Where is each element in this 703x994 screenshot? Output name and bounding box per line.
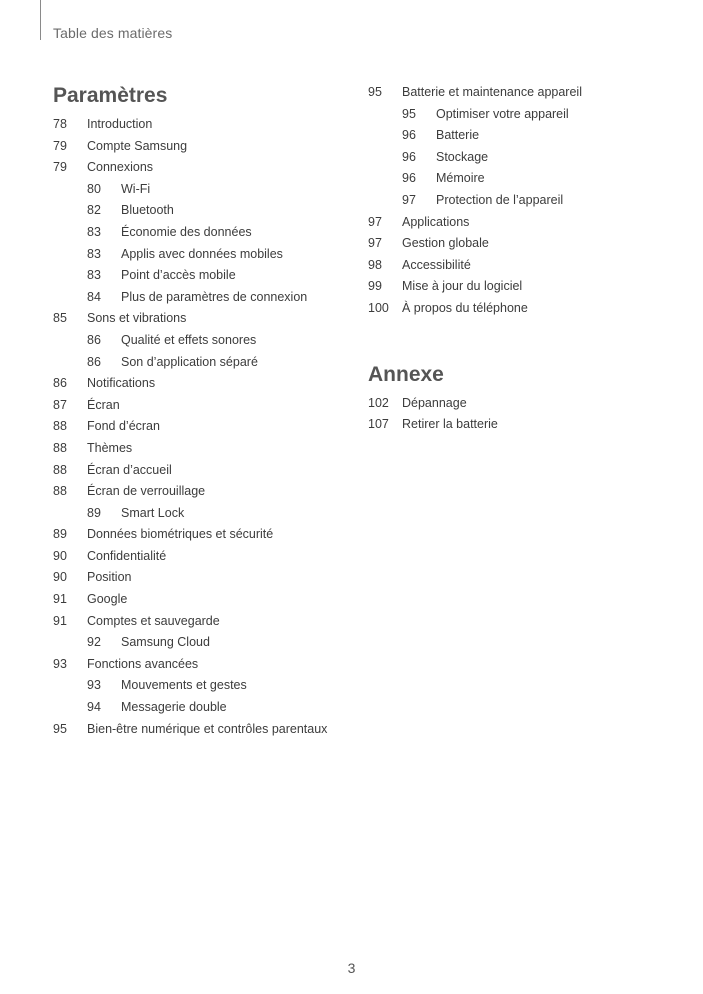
toc-page-number: 88	[53, 419, 67, 434]
toc-entry-label: Point d’accès mobile	[121, 268, 236, 283]
toc-page-number: 94	[87, 700, 101, 715]
toc-entry-label: Samsung Cloud	[121, 635, 210, 650]
toc-page-number: 86	[53, 376, 67, 391]
toc-entry-label: Bien-être numérique et contrôles parentaux	[87, 721, 328, 736]
toc-page-number: 95	[402, 106, 416, 121]
toc-page-number: 78	[53, 117, 67, 131]
toc-page-number: 88	[53, 440, 67, 455]
toc-entry-label: Thèmes	[87, 440, 133, 455]
toc-page-number: 96	[402, 149, 416, 164]
toc-page-number: 98	[368, 257, 382, 272]
toc-entry[interactable]	[53, 654, 353, 676]
toc-list-parametres	[53, 114, 353, 740]
toc-entry[interactable]	[53, 438, 353, 460]
toc-entry-label: Wi-Fi	[121, 181, 151, 196]
toc-entry-label: Mouvements et gestes	[121, 678, 247, 693]
toc-page-number: 93	[53, 656, 67, 671]
toc-entry-label: Optimiser votre appareil	[436, 106, 569, 121]
toc-entry-label: Google	[87, 592, 128, 607]
toc-page-number: 86	[87, 332, 101, 347]
toc-entry[interactable]	[53, 567, 353, 589]
toc-entry-label: Stockage	[436, 149, 489, 164]
toc-subentry[interactable]	[53, 503, 353, 525]
toc-entry-label: Mise à jour du logiciel	[402, 279, 523, 294]
toc-subentry[interactable]	[53, 697, 353, 719]
toc-entry[interactable]	[53, 460, 353, 482]
toc-page-number: 95	[368, 85, 382, 99]
toc-entry-label: Gestion globale	[402, 236, 489, 251]
toc-subentry[interactable]	[368, 125, 668, 147]
toc-entry-label: Compte Samsung	[87, 138, 188, 153]
toc-entry[interactable]	[53, 395, 353, 417]
toc-entry-label: Fond d’écran	[87, 419, 160, 434]
toc-subentry[interactable]	[53, 179, 353, 201]
toc-entry[interactable]	[368, 298, 668, 320]
toc-right-column	[368, 82, 668, 436]
toc-entry-label: Introduction	[87, 117, 153, 131]
toc-entry-label: Écran	[87, 397, 120, 412]
toc-subentry[interactable]	[53, 222, 353, 244]
toc-entry-label: Batterie	[436, 128, 480, 143]
toc-subentry[interactable]	[53, 244, 353, 266]
toc-entry[interactable]	[53, 546, 353, 568]
toc-entry-label: Smart Lock	[121, 505, 185, 520]
toc-page-number: 79	[53, 160, 67, 175]
toc-subentry[interactable]	[53, 265, 353, 287]
header-divider	[40, 0, 41, 40]
toc-entry-label: Écran de verrouillage	[87, 484, 206, 499]
toc-page-number: 83	[87, 224, 101, 239]
toc-entry-label: Dépannage	[402, 395, 467, 410]
toc-subentry[interactable]	[368, 104, 668, 126]
toc-entry-label: Plus de paramètres de connexion	[121, 289, 308, 304]
toc-page-number: 97	[368, 214, 382, 229]
toc-page-number: 96	[402, 128, 416, 143]
toc-page-number: 92	[87, 635, 101, 650]
toc-entry[interactable]	[368, 255, 668, 277]
toc-subentry[interactable]	[368, 190, 668, 212]
toc-page-number: 88	[53, 462, 67, 477]
toc-subentry[interactable]	[53, 330, 353, 352]
toc-page-number: 79	[53, 138, 67, 153]
toc-page-number: 87	[53, 397, 67, 412]
toc-page-number: 95	[53, 721, 67, 736]
toc-entry-label: Bluetooth	[121, 203, 174, 218]
toc-page-number: 89	[87, 505, 101, 520]
toc-page-number: 100	[368, 300, 389, 315]
toc-subentry[interactable]	[368, 147, 668, 169]
toc-entry[interactable]	[53, 114, 353, 136]
toc-page-number: 97	[368, 236, 382, 251]
toc-page-number: 84	[87, 289, 101, 304]
page-header-title: Table des matières	[53, 25, 173, 41]
toc-entry[interactable]	[53, 611, 353, 633]
toc-entry[interactable]	[53, 481, 353, 503]
toc-entry-label: À propos du téléphone	[402, 300, 528, 315]
toc-entry-label: Protection de l’appareil	[436, 192, 564, 207]
toc-entry-label: Confidentialité	[87, 548, 167, 563]
toc-entry[interactable]	[53, 136, 353, 158]
toc-entry[interactable]	[53, 589, 353, 611]
toc-page-number: 90	[53, 570, 67, 585]
toc-entry[interactable]	[368, 233, 668, 255]
toc-page-number: 82	[87, 203, 101, 218]
toc-page-number: 83	[87, 246, 101, 261]
toc-entry-label: Sons et vibrations	[87, 311, 187, 326]
toc-entry-label: Son d’application séparé	[121, 354, 258, 369]
toc-page-number: 102	[368, 395, 389, 410]
toc-page-number: 93	[87, 678, 101, 693]
toc-entry[interactable]	[53, 524, 353, 546]
toc-entry-label: Mémoire	[436, 171, 485, 186]
toc-entry-label: Comptes et sauvegarde	[87, 613, 220, 628]
toc-entry-label: Fonctions avancées	[87, 656, 199, 671]
toc-entry-label: Batterie et maintenance appareil	[402, 85, 582, 99]
toc-page-number: 85	[53, 311, 67, 326]
toc-entry[interactable]	[53, 719, 353, 741]
toc-entry-label: Position	[87, 570, 132, 585]
toc-page-number: 90	[53, 548, 67, 563]
toc-entry-label: Accessibilité	[402, 257, 471, 272]
toc-page-number: 86	[87, 354, 101, 369]
toc-entry[interactable]	[368, 82, 668, 104]
toc-subentry[interactable]	[53, 287, 353, 309]
toc-page-number: 91	[53, 592, 67, 607]
toc-entry[interactable]	[368, 276, 668, 298]
toc-entry-label: Retirer la batterie	[402, 417, 498, 432]
toc-page-number: 88	[53, 484, 67, 499]
toc-entry-label: Données biométriques et sécurité	[87, 527, 274, 542]
toc-subentry[interactable]	[368, 168, 668, 190]
toc-entry[interactable]	[368, 414, 668, 436]
toc-page-number: 96	[402, 171, 416, 186]
toc-entry-label: Connexions	[87, 160, 154, 175]
toc-entry[interactable]	[53, 373, 353, 395]
toc-entry[interactable]	[368, 393, 668, 415]
section-spacer	[368, 320, 668, 361]
toc-entry[interactable]	[53, 416, 353, 438]
toc-entry-label: Applications	[402, 214, 470, 229]
toc-page-number: 107	[368, 417, 389, 432]
toc-page-number: 91	[53, 613, 67, 628]
toc-page-number: 97	[402, 192, 416, 207]
toc-entry[interactable]	[53, 308, 353, 330]
toc-page-number: 83	[87, 268, 101, 283]
toc-page-number: 89	[53, 527, 67, 542]
toc-subentry[interactable]	[53, 352, 353, 374]
section-title-parametres: Paramètres	[53, 84, 168, 107]
toc-entry-label: Qualité et effets sonores	[121, 332, 257, 347]
toc-entry-label: Économie des données	[121, 224, 252, 239]
toc-subentry[interactable]	[53, 632, 353, 654]
toc-list-annexe	[368, 393, 668, 436]
toc-subentry[interactable]	[53, 200, 353, 222]
toc-entry-label: Messagerie double	[121, 700, 227, 715]
page-number: 3	[347, 960, 356, 976]
toc-entry-label: Écran d’accueil	[87, 462, 172, 477]
toc-subentry[interactable]	[53, 675, 353, 697]
toc-list-parametres-continued	[368, 82, 668, 320]
toc-left-column	[53, 82, 353, 740]
section-title-annexe: Annexe	[368, 362, 444, 386]
toc-entry[interactable]	[368, 212, 668, 234]
toc-entry[interactable]	[53, 157, 353, 179]
toc-page-number: 99	[368, 279, 382, 294]
toc-page-number: 80	[87, 181, 101, 196]
toc-entry-label: Applis avec données mobiles	[121, 246, 283, 261]
toc-entry-label: Notifications	[87, 376, 156, 391]
